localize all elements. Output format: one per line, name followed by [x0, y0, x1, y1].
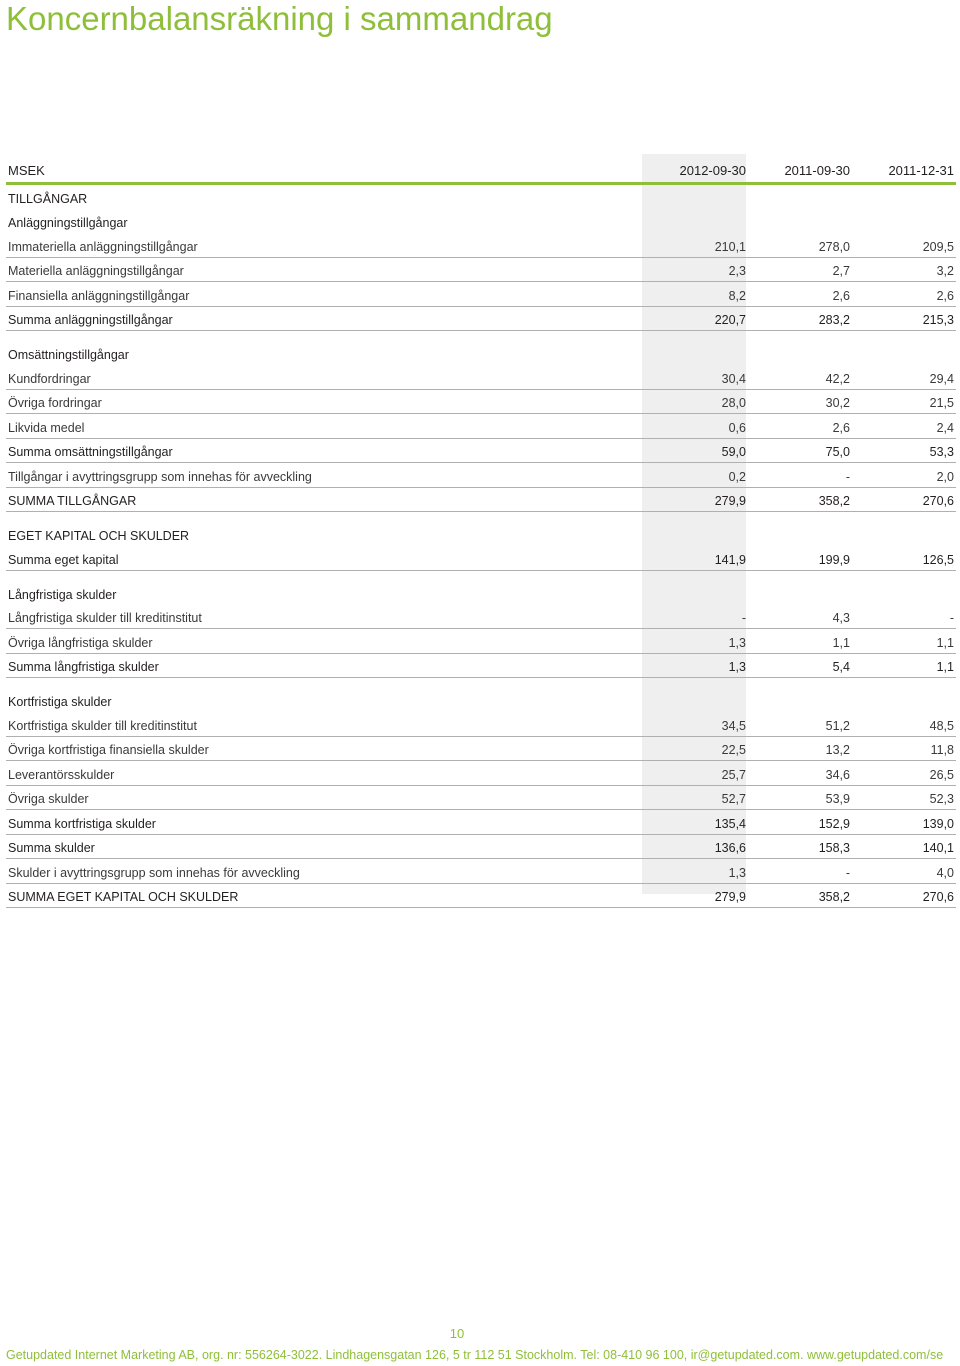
- row-value-col-2: -: [845, 865, 850, 880]
- row-value-col-1: 52,7: [721, 792, 746, 806]
- row-value-col-2: -: [845, 469, 850, 484]
- row-label: Omsättningstillgångar: [8, 348, 129, 362]
- row-value-col-3: 3,2: [936, 264, 954, 278]
- row-label: Tillgångar i avyttringsgrupp som innehas för avveckling: [8, 469, 312, 484]
- row-value-col-2: 13,2: [825, 743, 850, 757]
- header-col-3: 2011-12-31: [888, 163, 954, 178]
- row-value-col-3: 2,0: [936, 469, 954, 484]
- header-unit-label: MSEK: [8, 163, 45, 178]
- row-value-col-2: 2,6: [832, 420, 850, 435]
- subtotal-row: [6, 654, 956, 679]
- row-label: Kortfristiga skulder: [8, 695, 112, 709]
- row-value-col-2: 53,9: [825, 792, 850, 806]
- section-heading: [6, 522, 956, 546]
- row-value-col-2: 158,3: [818, 841, 850, 855]
- row-label: Immateriella anläggningstillgångar: [8, 239, 198, 254]
- table-header: [6, 154, 956, 185]
- row-label: Summa skulder: [8, 841, 95, 855]
- row-value-col-3: 1,1: [936, 635, 954, 650]
- row-label: TILLGÅNGAR: [8, 192, 88, 206]
- row-label: EGET KAPITAL OCH SKULDER: [8, 529, 190, 543]
- table-row: [6, 859, 956, 884]
- row-label: Övriga fordringar: [8, 396, 102, 410]
- row-label: Materiella anläggningstillgångar: [8, 264, 184, 278]
- row-label: Summa kortfristiga skulder: [8, 816, 156, 831]
- row-value-col-1: 0,2: [728, 469, 746, 484]
- row-value-col-3: 21,5: [929, 396, 954, 410]
- row-label: Leverantörsskulder: [8, 767, 115, 782]
- row-spacer: [6, 331, 956, 341]
- table-body: [6, 185, 956, 908]
- section-heading: [6, 341, 956, 365]
- section-heading: [6, 185, 956, 209]
- row-value-col-1: 141,9: [714, 552, 746, 567]
- row-value-col-3: 270,6: [922, 494, 954, 508]
- row-value-col-1: 210,1: [714, 239, 746, 254]
- row-label: Summa omsättningstillgångar: [8, 445, 173, 459]
- row-value-col-1: 136,6: [714, 841, 746, 855]
- table-row: [6, 605, 956, 630]
- row-value-col-3: 126,5: [922, 552, 954, 567]
- row-value-col-3: 29,4: [929, 371, 954, 386]
- row-value-col-3: 4,0: [936, 865, 954, 880]
- row-label: SUMMA TILLGÅNGAR: [8, 494, 137, 508]
- row-spacer: [6, 678, 956, 688]
- row-value-col-3: 2,6: [936, 288, 954, 303]
- row-value-col-2: 4,3: [832, 611, 850, 625]
- row-label: Anläggningstillgångar: [8, 216, 128, 230]
- table-row: [6, 233, 956, 258]
- row-value-col-1: 59,0: [721, 445, 746, 459]
- balance-sheet-table: [6, 154, 956, 908]
- table-row: [6, 761, 956, 786]
- section-heading: [6, 688, 956, 712]
- table-row: [6, 390, 956, 415]
- row-value-col-3: 1,1: [936, 660, 954, 674]
- row-value-col-1: 2,3: [728, 264, 746, 278]
- row-value-col-1: -: [741, 611, 746, 625]
- row-value-col-1: 0,6: [728, 420, 746, 435]
- row-value-col-3: 53,3: [929, 445, 954, 459]
- row-value-col-3: 139,0: [922, 816, 954, 831]
- row-value-col-1: 34,5: [721, 718, 746, 733]
- row-value-col-1: 220,7: [714, 313, 746, 327]
- row-label: Summa långfristiga skulder: [8, 660, 159, 674]
- row-value-col-1: 1,3: [728, 865, 746, 880]
- row-value-col-1: 22,5: [721, 743, 746, 757]
- row-spacer: [6, 571, 956, 581]
- row-value-col-3: 2,4: [936, 420, 954, 435]
- row-spacer: [6, 512, 956, 522]
- subtotal-row: [6, 810, 956, 835]
- row-value-col-2: 152,9: [818, 816, 850, 831]
- subtotal-row: [6, 835, 956, 860]
- row-value-col-3: 140,1: [922, 841, 954, 855]
- row-value-col-2: 30,2: [825, 396, 850, 410]
- row-value-col-3: -: [949, 611, 954, 625]
- header-col-2: 2011-09-30: [784, 163, 850, 178]
- row-value-col-3: 215,3: [922, 313, 954, 327]
- table-row: [6, 258, 956, 283]
- row-value-col-3: 52,3: [929, 792, 954, 806]
- row-value-col-2: 283,2: [818, 313, 850, 327]
- table-row: [6, 786, 956, 811]
- subtotal-row: [6, 307, 956, 332]
- table-row: [6, 463, 956, 488]
- row-value-col-2: 34,6: [825, 767, 850, 782]
- table-row: [6, 365, 956, 390]
- row-value-col-1: 279,9: [714, 494, 746, 508]
- row-label: Övriga kortfristiga finansiella skulder: [8, 743, 209, 757]
- row-label: Skulder i avyttringsgrupp som innehas för avveckling: [8, 865, 300, 880]
- row-value-col-2: 51,2: [825, 718, 850, 733]
- row-label: Övriga skulder: [8, 792, 89, 806]
- row-label: Summa anläggningstillgångar: [8, 313, 173, 327]
- row-label: Långfristiga skulder: [8, 587, 117, 602]
- row-label: Övriga långfristiga skulder: [8, 635, 153, 650]
- row-label: Summa eget kapital: [8, 552, 119, 567]
- subtotal-row: [6, 439, 956, 464]
- table-row: [6, 282, 956, 307]
- row-value-col-3: 26,5: [929, 767, 954, 782]
- total-row: [6, 488, 956, 513]
- row-value-col-1: 30,4: [721, 371, 746, 386]
- subtotal-row: [6, 546, 956, 571]
- row-value-col-2: 1,1: [832, 635, 850, 650]
- row-value-col-2: 75,0: [825, 445, 850, 459]
- row-label: Finansiella anläggningstillgångar: [8, 288, 190, 303]
- row-value-col-3: 270,6: [922, 890, 954, 904]
- section-heading: [6, 581, 956, 605]
- row-value-col-2: 5,4: [832, 660, 850, 674]
- row-value-col-3: 48,5: [929, 718, 954, 733]
- row-value-col-2: 358,2: [818, 890, 850, 904]
- row-label: Kundfordringar: [8, 371, 91, 386]
- total-row: [6, 884, 956, 909]
- table-row: [6, 737, 956, 762]
- row-value-col-2: 278,0: [818, 239, 850, 254]
- row-value-col-1: 25,7: [721, 767, 746, 782]
- row-value-col-1: 28,0: [721, 396, 746, 410]
- row-value-col-1: 135,4: [714, 816, 746, 831]
- page-number: 10: [449, 1326, 465, 1341]
- row-value-col-1: 1,3: [728, 635, 746, 650]
- table-row: [6, 712, 956, 737]
- row-value-col-3: 11,8: [930, 743, 954, 757]
- row-label: Kortfristiga skulder till kreditinstitut: [8, 718, 197, 733]
- row-value-col-1: 8,2: [728, 288, 746, 303]
- row-label: SUMMA EGET KAPITAL OCH SKULDER: [8, 890, 239, 904]
- table-row: [6, 414, 956, 439]
- row-value-col-2: 358,2: [818, 494, 850, 508]
- row-value-col-2: 2,7: [832, 264, 850, 278]
- row-value-col-2: 2,6: [832, 288, 850, 303]
- footer-contact: Getupdated Internet Marketing AB, org. nr: 556264-3022. Lindhagensgatan 126, 5 tr 112 51 Stockholm. Tel: 08-410 96 100, ir@getupdated.com. www.getupdated.com/se: [6, 1348, 944, 1362]
- row-value-col-1: 1,3: [728, 660, 746, 674]
- table-row: [6, 629, 956, 654]
- page-title: Koncernbalansräkning i sammandrag: [6, 0, 553, 37]
- section-heading: [6, 209, 956, 233]
- row-value-col-3: 209,5: [922, 239, 954, 254]
- row-value-col-2: 42,2: [825, 371, 850, 386]
- row-label: Likvida medel: [8, 420, 85, 435]
- row-value-col-1: 279,9: [714, 890, 746, 904]
- row-label: Långfristiga skulder till kreditinstitut: [8, 611, 202, 625]
- header-col-1: 2012-09-30: [679, 163, 746, 178]
- row-value-col-2: 199,9: [818, 552, 850, 567]
